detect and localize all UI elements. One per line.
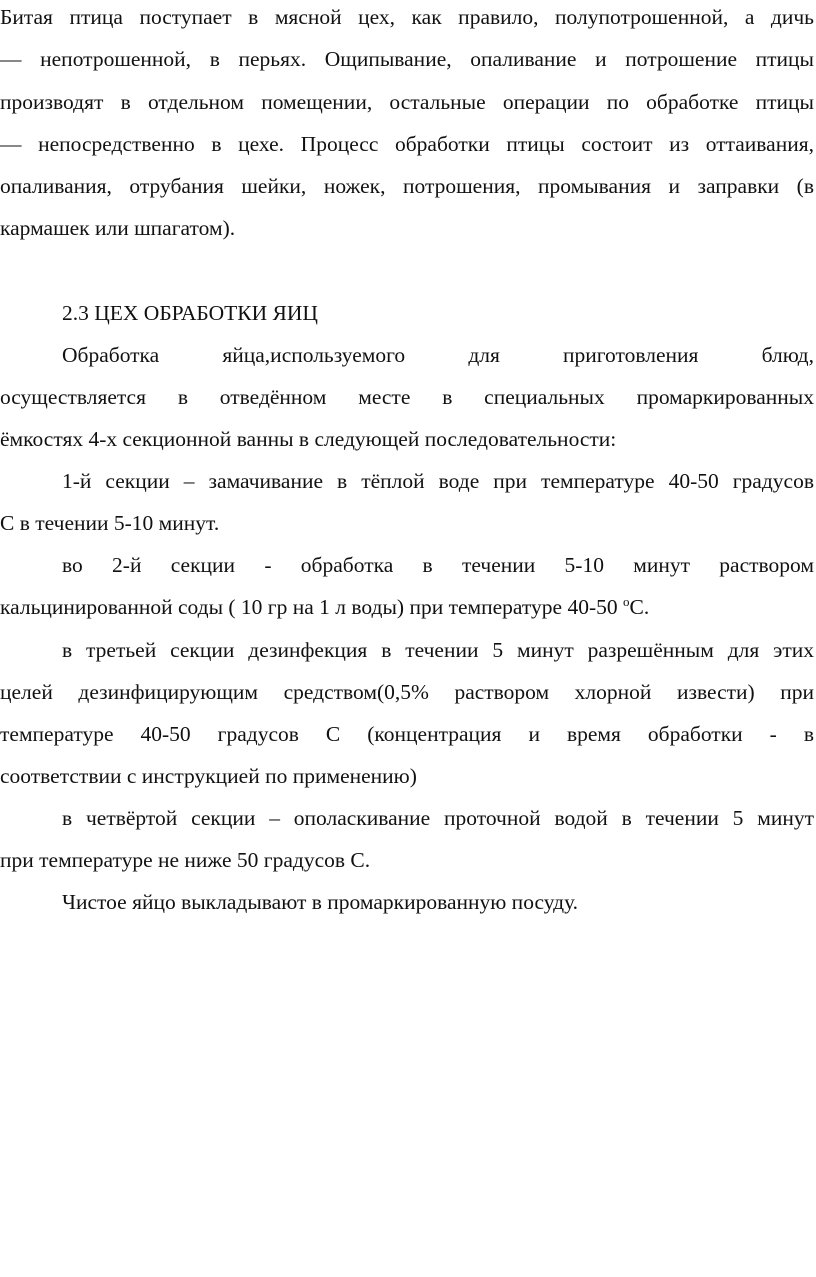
text-span: кальцинированной соды ( 10 гр на 1 л воды) при температуре 40-50 [0,595,623,619]
text-line: при температуре не ниже 50 градусов С. [0,848,371,872]
text-line: целей дезинфицирующим средством(0,5% раствором хлорной извести) при [0,680,814,704]
text-line [0,592,814,622]
text-line: Обработка яйца,используемого для приготовления блюд, [62,343,814,367]
text-line: соответствии с инструкцией по применению) [0,764,417,788]
degree-superscript: o [623,594,630,609]
paragraph-closing: Чистое яйцо выкладывают в промаркированную посуду. [62,890,579,914]
text-line: С в течении 5-10 минут. [0,511,220,535]
section-heading: 2.3 ЦЕХ ОБРАБОТКИ ЯИЦ [62,301,318,325]
text-line: опаливания, отрубания шейки, ножек, потрошения, промывания и заправки (в [0,174,814,198]
text-line: производят в отдельном помещении, остальные операции по обработке птицы [0,90,814,114]
text-span: С. [629,595,650,619]
text-line: ёмкостях 4-х секционной ванны в следующей последовательности: [0,427,617,451]
text-line: в четвёртой секции – ополаскивание проточной водой в течении 5 минут [62,806,814,830]
text-line: осуществляется в отведённом месте в специальных промаркированных [0,385,814,409]
text-line: во 2-й секции - обработка в течении 5-10 минут раствором [62,553,814,577]
text-line: — непосредственно в цехе. Процесс обработки птицы состоит из оттаивания, [0,132,814,156]
text-line: кармашек или шпагатом). [0,216,236,240]
text-line: в третьей секции дезинфекция в течении 5 минут разрешённым для этих [62,638,814,662]
text-line: Битая птица поступает в мясной цех, как правило, полупотрошенной, а дичь [0,5,814,29]
text-line: 1-й секции – замачивание в тёплой воде при температуре 40-50 градусов [62,469,814,493]
text-line: температуре 40-50 градусов С (концентрация и время обработки - в [0,722,814,746]
text-line: — непотрошенной, в перьях. Ощипывание, опаливание и потрошение птицы [0,47,814,71]
